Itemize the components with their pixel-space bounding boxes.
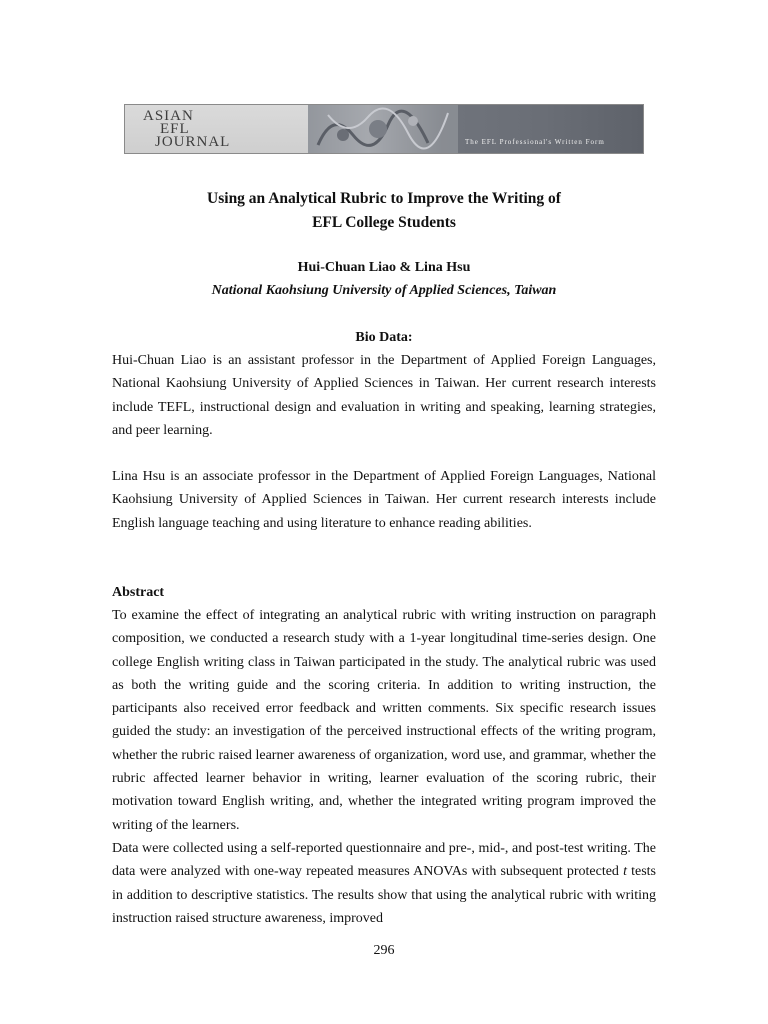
- abstract-heading: Abstract: [112, 585, 165, 600]
- t-test-symbol: t: [623, 864, 627, 880]
- bio-paragraph-liao: Hui-Chuan Liao is an assistant professor in the Department of Applied Foreign Languages, National Kaohsiung University of Applied Sciences in Taiwan. Her current research interests include TEFL, instructional design and evaluation in writing and speaking, learning strategies, and peer learning.: [112, 353, 656, 438]
- abstract-paragraph-2-start: Data were collected using a self-reported questionnaire and pre-, mid-, and post-test writing. The data were analyzed with one-way repeated measures ANOVAs with subsequent protected: [112, 841, 656, 880]
- page-number: 296: [373, 943, 395, 958]
- bio-data-heading: Bio Data:: [355, 330, 413, 345]
- abstract-paragraph-2: [112, 837, 656, 930]
- paper-title-line1: Using an Analytical Rubric to Improve the Writing of: [207, 190, 561, 207]
- journal-logo-line3: JOURNAL: [155, 134, 231, 150]
- paper-title-line2: EFL College Students: [312, 214, 456, 231]
- banner-artwork-image: [308, 105, 458, 153]
- bio-paragraph-hsu: Lina Hsu is an associate professor in the Department of Applied Foreign Languages, National Kaohsiung University of Applied Sciences in Taiwan. Her current research interests include English language teaching and using literature to enhance reading abilities.: [112, 469, 656, 531]
- banner-logo-panel: [125, 105, 308, 153]
- abstract-paragraph-2-end: tests in addition to descriptive statistics. The results show that using the analytical rubric with writing instruction raised structure awareness, improved: [112, 864, 657, 926]
- journal-logo-line1: ASIAN: [143, 108, 194, 124]
- abstract-paragraph-1: To examine the effect of integrating an analytical rubric with writing instruction on paragraph composition, we conducted a research study with a 1-year longitudinal time-series design. One college English writing class in Taiwan participated in the study. The analytical rubric was used as both the writing guide and the scoring criteria. In addition to writing instruction, the participants also received error feedback and written comments. Six specific research issues guided the study: an investigation of the perceived instructional effects of the writing program, whether the rubric raised learner awareness of organization, word use, and grammar, whether the rubric affected learner behavior in writing, learner evaluation of the scoring rubric, their motivation toward English writing, and, whether the integrated writing program improved the writing of the learners.: [112, 608, 656, 833]
- paper-authors: Hui-Chuan Liao & Lina Hsu: [297, 260, 471, 275]
- paper-affiliation: National Kaohsiung University of Applied Sciences, Taiwan: [211, 283, 557, 298]
- journal-logo-line2: EFL: [160, 121, 190, 137]
- journal-banner: [124, 104, 644, 154]
- journal-tagline: The EFL Professional's Written Form: [465, 138, 605, 146]
